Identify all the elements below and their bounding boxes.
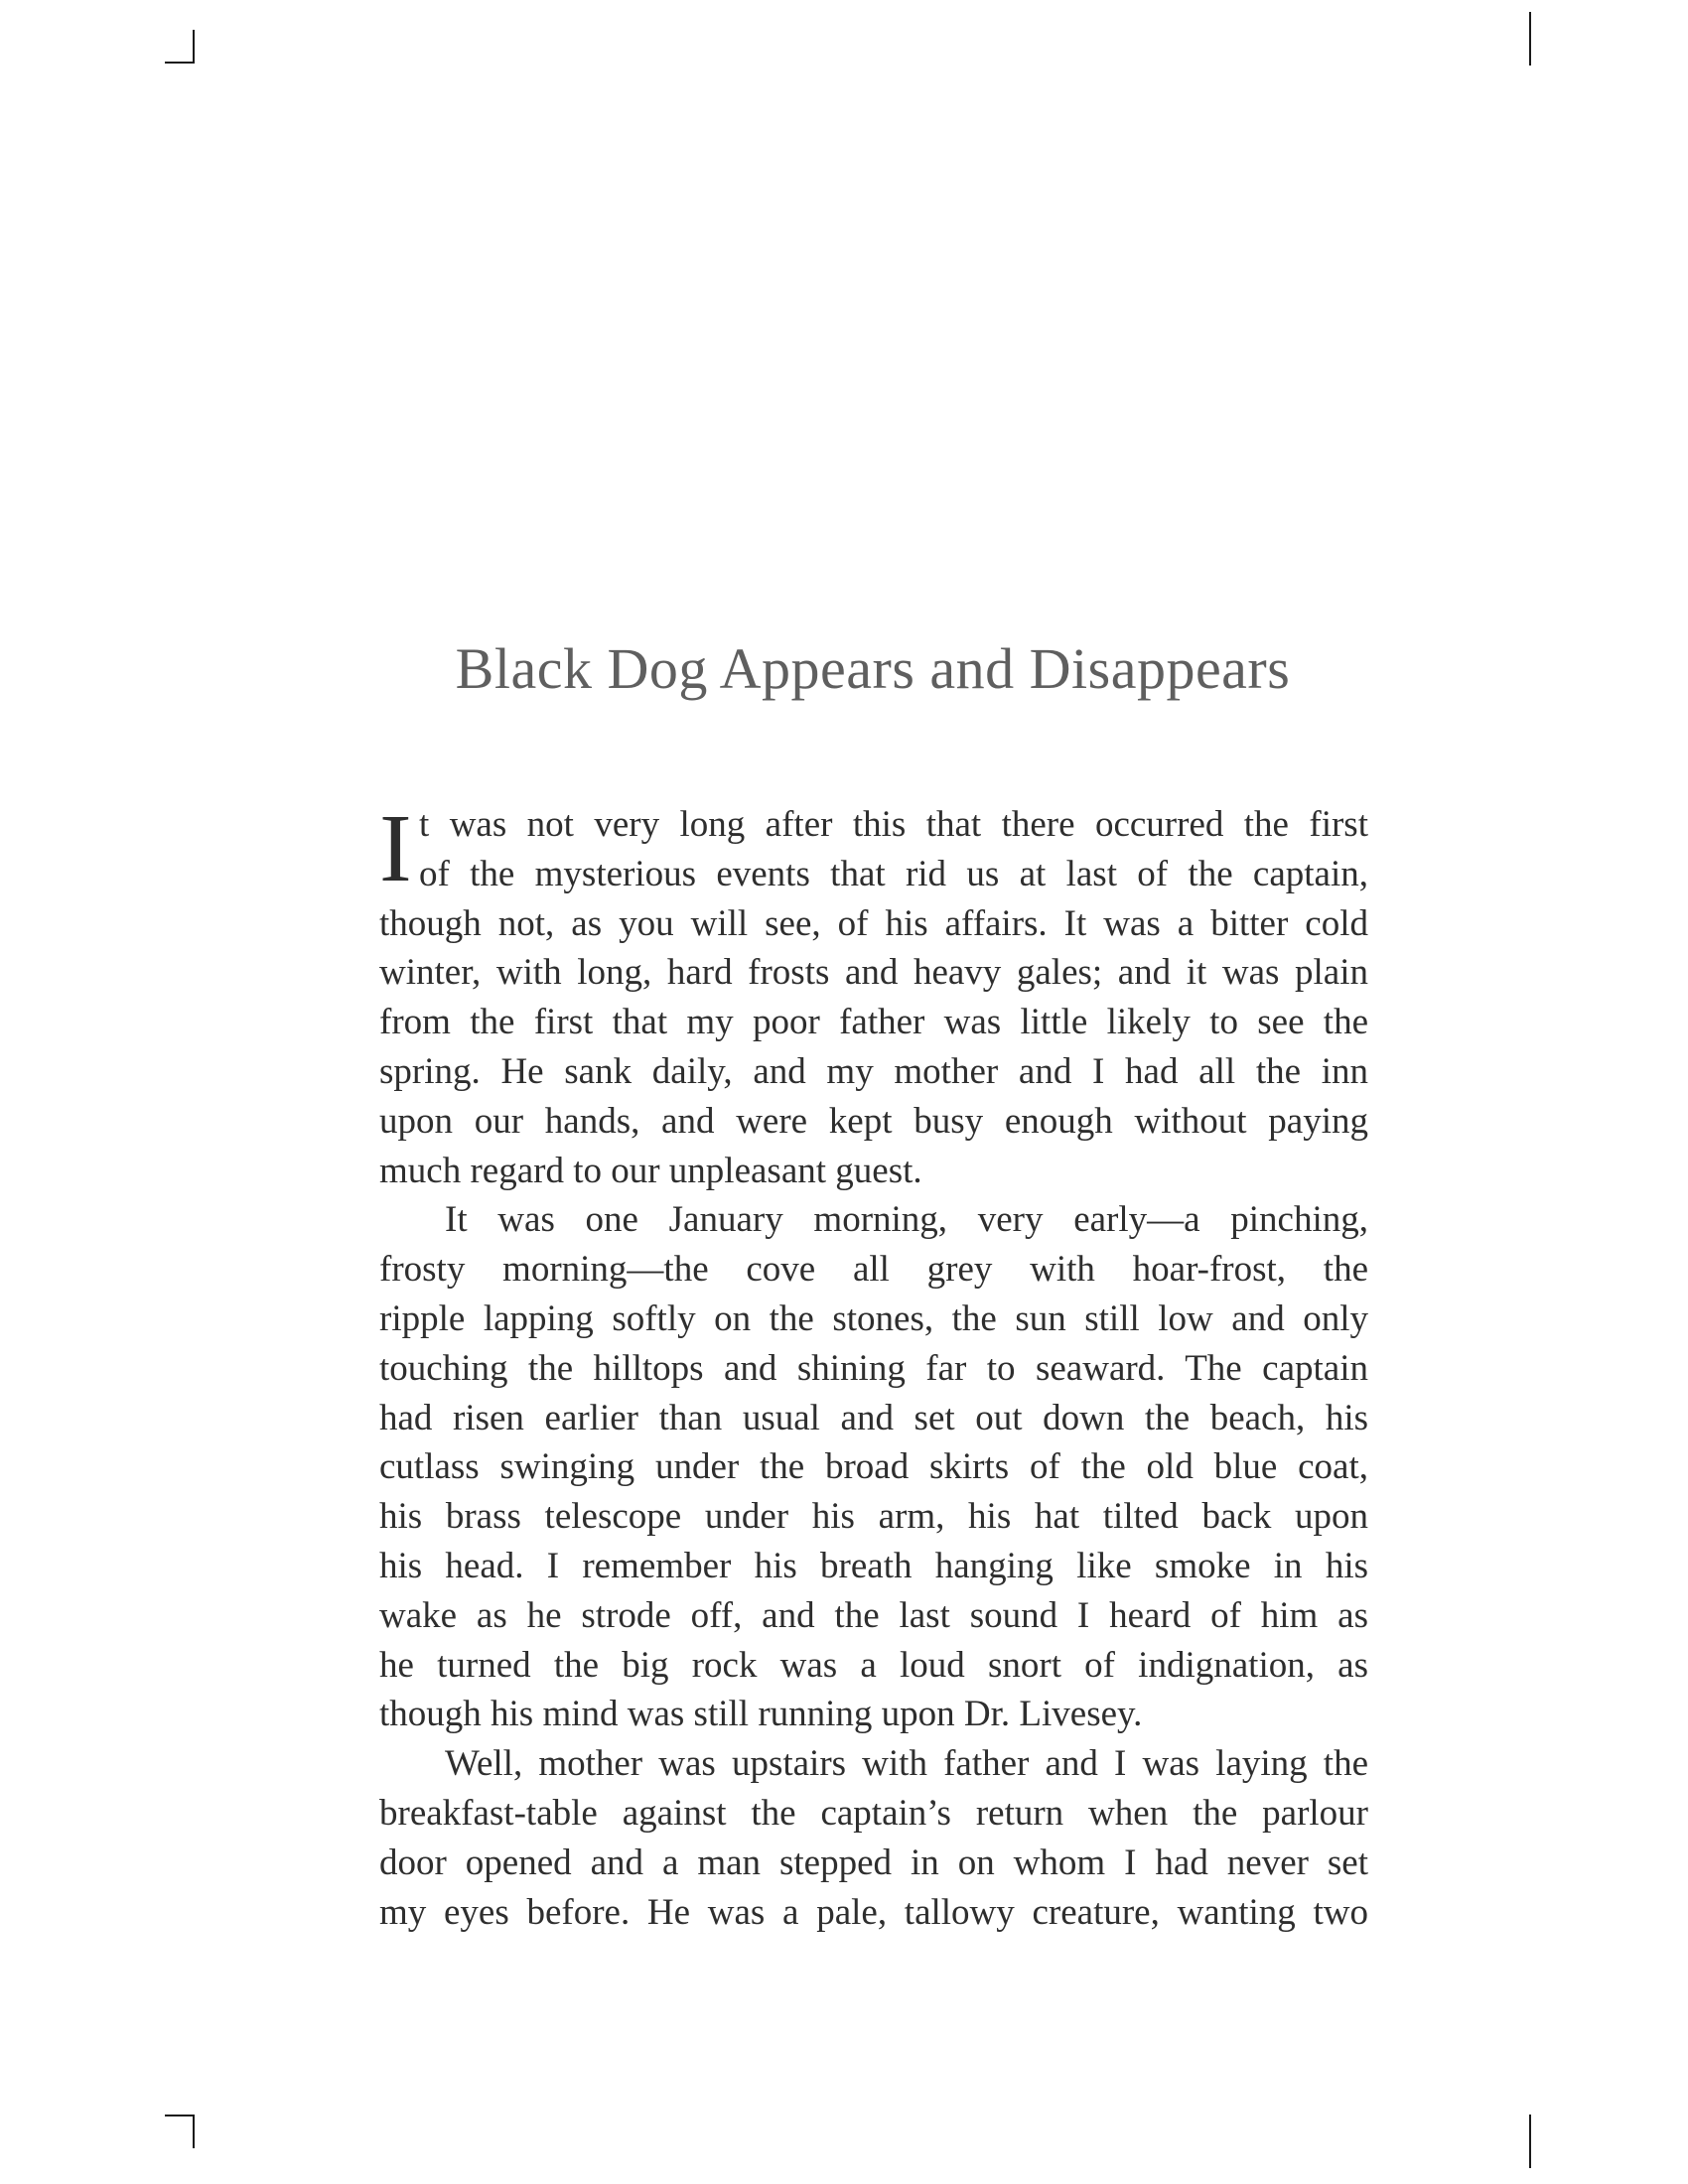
crop-mark-bottom-right (1529, 2115, 1531, 2168)
chapter-title: Black Dog Appears and Disappears (455, 636, 1291, 701)
text-line: It was one January morning, very early—a pinching, (445, 1199, 1368, 1241)
text-line: ripple lapping softly on the stones, the sun still low and only (379, 1297, 1368, 1339)
text-line: from the first that my poor father was little likely to see the (379, 1002, 1368, 1043)
crop-mark-top-left (193, 30, 195, 64)
text-line: frosty morning—the cove all grey with hoar-frost, the (379, 1249, 1368, 1291)
text-line: though his mind was still running upon Dr. Livesey. (379, 1694, 1143, 1735)
paragraph (379, 795, 1368, 1195)
text-line: wake as he strode off, and the last sound I heard of him as (379, 1594, 1368, 1636)
text-line-content: t was not very long after this that there occurred the first (419, 804, 1368, 845)
crop-mark-bottom-left (193, 2115, 195, 2148)
text-line: door opened and a man stepped in on whom I had never set (379, 1842, 1368, 1883)
text-line: upon our hands, and were kept busy enough without paying (379, 1100, 1368, 1142)
text-line: his brass telescope under his arm, his hat tilted back upon (379, 1496, 1368, 1538)
drop-cap: I (379, 795, 412, 902)
text-line: of the mysterious events that rid us at last of the captain, (419, 853, 1368, 894)
crop-mark-top-right (1529, 12, 1531, 66)
chapter-body (379, 795, 1368, 1937)
text-line: his head. I remember his breath hanging like smoke in his (379, 1545, 1368, 1586)
crop-mark-bottom-left (165, 2115, 195, 2116)
text-line: had risen earlier than usual and set out down the beach, his (379, 1397, 1368, 1438)
text-line: winter, with long, hard frosts and heavy gales; and it was plain (379, 952, 1368, 994)
text-line: breakfast-table against the captain’s return when the parlour (379, 1792, 1368, 1834)
text-line: he turned the big rock was a loud snort of indignation, as (379, 1644, 1368, 1686)
text-line: spring. He sank daily, and my mother and I had all the inn (379, 1050, 1368, 1092)
text-line: cutlass swinging under the broad skirts of the old blue coat, (379, 1446, 1368, 1488)
paragraph (379, 1195, 1368, 1739)
crop-mark-top-left (165, 62, 195, 64)
text-line: my eyes before. He was a pale, tallowy creature, wanting two (379, 1891, 1368, 1933)
paragraph (379, 1739, 1368, 1937)
text-line: much regard to our unpleasant guest. (379, 1150, 922, 1191)
text-line: touching the hilltops and shining far to seaward. The captain (379, 1347, 1368, 1389)
text-line: though not, as you will see, of his affairs. It was a bitter cold (379, 902, 1368, 944)
text-line: Well, mother was upstairs with father and I was laying the (445, 1743, 1368, 1785)
